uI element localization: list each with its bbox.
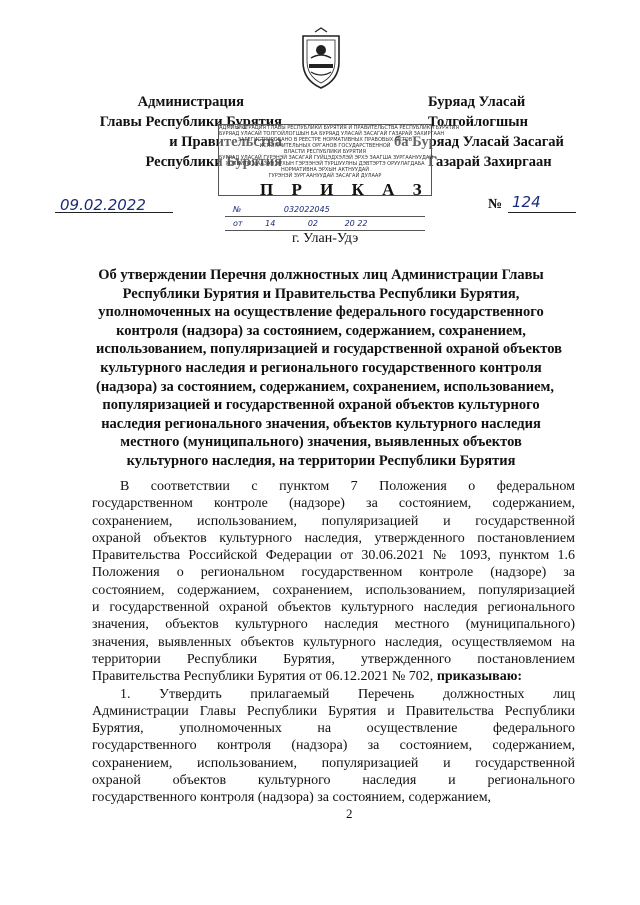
header-right-line: ба Буряад Уласай Засагай: [394, 134, 564, 150]
stamp-line: ВЛАСТИ РЕСПУБЛИКИ БУРЯТИЯ: [283, 149, 366, 155]
body-line: и государственной охраной объектов культурного наследия регионального: [92, 600, 575, 616]
body-line: сохранением, использованием, популяризацией и государственной: [92, 513, 575, 529]
body-line: значения, объектов культурного наследия местного (муниципального): [92, 617, 575, 633]
document-title: [96, 266, 562, 471]
header-right-line: Газарай Захиргаан: [428, 154, 552, 170]
reg-date-label: от: [233, 219, 243, 228]
body-line: государственного контроля (надзора) за состоянием, содержанием,: [92, 790, 492, 806]
stamp-line: ХОЛИИТЫ ЦААЗАН ЭРХЫН ГЭРЭЭНЭЙ ТУРШУУЛНЫ ДЭВТЭРТЭ ОРУУЛАГДАБА: [225, 161, 425, 167]
number-underline: [508, 212, 576, 213]
body-line: охраной объектов культурного наследия, утвержденного постановлением: [92, 530, 575, 546]
order-heading: П Р И К А З: [260, 180, 429, 199]
number-sign: №: [488, 197, 503, 212]
header-left-line: и Правительства: [169, 134, 282, 150]
header-right-line: Буряад Уласай: [428, 94, 526, 110]
header-left-line: Главы Республики Бурятия: [99, 114, 282, 130]
title-line: наследия регионального значения, объектов культурного наследия: [101, 415, 541, 432]
page-number: 2: [346, 806, 353, 821]
reg-line: [225, 216, 425, 217]
stamp-line: НОРМАТИВНА ЭРХЫН АКТНУУДАЙ: [280, 167, 370, 173]
reg-number: 032022045: [283, 205, 330, 214]
body-line: государственного контроля (надзора) за состоянием, содержанием,: [92, 738, 575, 754]
body-line: Правительства Республики Бурятия от 06.12.2021 № 702,: [92, 669, 434, 685]
body-line: значения, выявленных объектов культурного наследия, осуществляемом на: [92, 634, 575, 650]
title-line: местного (муниципального) значения, выявленных объектов: [120, 434, 522, 451]
document-body: [92, 478, 575, 807]
stamp-line: АДМИНИСТРАЦИЯ ГЛАВЫ РЕСПУБЛИКИ БУРЯТИЯ И ПРАВИТЕЛЬСТВА РЕСПУБЛИКИ БУРЯТИЯ: [219, 125, 459, 131]
title-line: Республики Бурятия и Правительства Республики Бурятия,: [122, 285, 520, 302]
stamp-line: БУРЯАД УЛАСАЙ ГУРЭНЭЙ ЗАСАГАЙ ГУЙЦЭДХЭЛЭЙ ЭРХЭ ЗААГША ЗУРГААНУУДАЙ: [219, 155, 434, 161]
header-right: [394, 92, 564, 172]
reg-year-prefix: 20: [344, 219, 355, 228]
city: г. Улан-Удэ: [292, 231, 359, 246]
title-line: популяризацией и государственной охраной объектов культурного: [102, 397, 540, 414]
body-line: Бурятия, уполномоченных на осуществление федерального: [92, 721, 575, 737]
body-line-with-keyword: [92, 668, 575, 685]
coat-of-arms-emblem: [297, 28, 345, 90]
reg-day: 14: [265, 219, 276, 228]
title-line: культурного наследия, на территории Республики Бурятия: [126, 452, 516, 469]
handwritten-number: 124: [512, 193, 541, 211]
title-line: культурного наследия и регионального государственного контроля: [100, 359, 542, 376]
date-underline: [55, 212, 173, 213]
body-line: Администрации Главы Республики Бурятия и Правительства Республики: [92, 703, 575, 719]
body-line: 1. Утвердить прилагаемый Перечень должностных лиц: [120, 686, 575, 702]
stamp-line: ГУРЭНЭЙ ЗУРГААНУУДАЙ ЗАСАГАЙ ДУЛААР: [268, 173, 382, 179]
reg-number-prefix: №: [233, 205, 242, 214]
reg-month: 02: [307, 219, 319, 228]
stamp-line: БУРЯАД УЛАСАЙ ТОЛГОЙЛОГШЫН БА БУРЯАД УЛАСАЙ ЗАСАГАЙ ГАЗАРАЙ ЗАХИРГААН: [219, 131, 445, 137]
order-keyword: приказываю:: [436, 669, 523, 685]
body-line: государственном контроле (надзоре) за состоянием, содержанием,: [92, 496, 575, 512]
stamp-line: ИСПОЛНИТЕЛЬНЫХ ОРГАНОВ ГОСУДАРСТВЕННОЙ: [259, 143, 391, 149]
body-line: территории Республики Бурятия, утвержденного постановлением: [92, 651, 575, 667]
body-line: Положения о региональном государственном контроле (надзоре) за: [92, 565, 575, 581]
body-line: состоянием, содержанием, сохранением, использованием, популяризацией: [92, 582, 575, 598]
handwritten-date: 09.02.2022: [60, 196, 146, 214]
title-line: контроля (надзора) за состоянием, содержанием, сохранением,: [116, 322, 526, 339]
title-line: (надзора) за состоянием, содержанием, сохранением, использованием,: [96, 378, 555, 395]
header-right-line: Толгойлогшын: [428, 114, 528, 130]
title-line: использованием, популяризацией и государственной охраной объектов: [96, 341, 562, 358]
reg-year: 22: [357, 219, 368, 228]
body-line: сохранением, использованием, популяризацией и государственной: [92, 755, 575, 771]
header-left-line: Администрация: [137, 94, 244, 110]
body-line: охраной объектов культурного наследия и регионального: [92, 773, 575, 789]
title-line: Об утверждении Перечня должностных лиц Администрации Главы: [98, 267, 544, 283]
header-left-line: Республики Бурятия: [145, 154, 282, 170]
body-line: В соответствии с пунктом 7 Положения о федеральном: [120, 479, 575, 494]
body-line: Правительства Российской Федерации от 30.06.2021 № 1093, пунктом 1.6: [92, 548, 575, 564]
stamp-line: ЗАРЕГИСТРИРОВАНО В РЕЕСТРЕ НОРМАТИВНЫХ ПРАВОВЫХ АКТОВ: [237, 137, 413, 143]
title-line: уполномоченных на осуществление федерального государственного: [98, 304, 544, 321]
